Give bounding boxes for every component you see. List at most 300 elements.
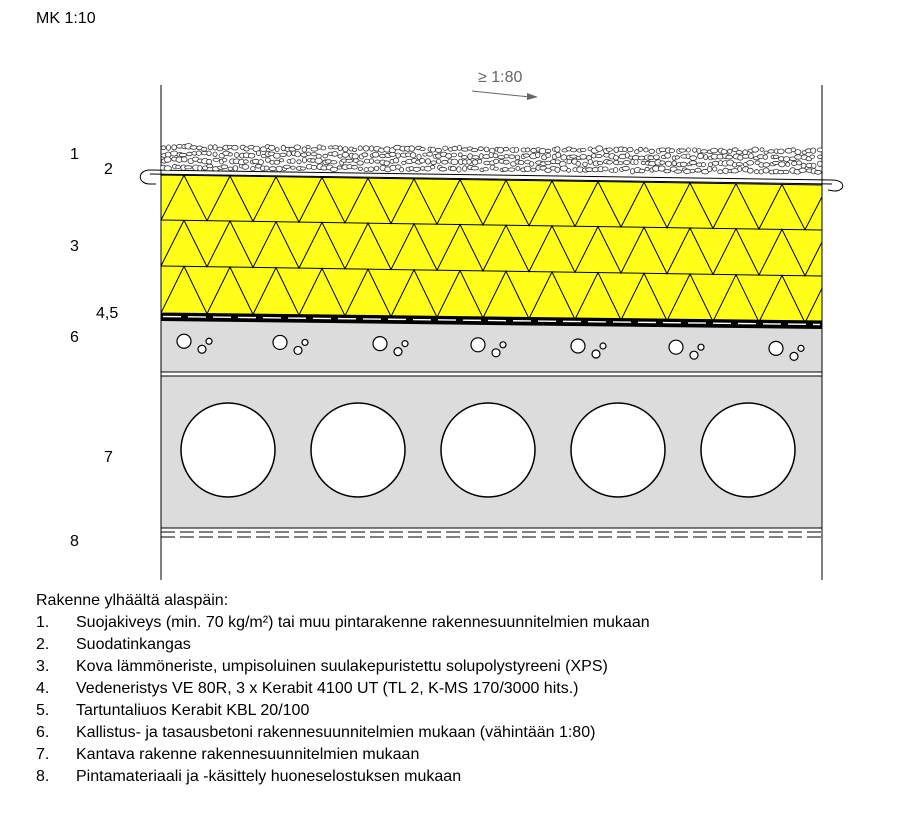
gravel-stone (588, 160, 592, 165)
gravel-stone (477, 159, 481, 163)
gravel-stone (164, 166, 171, 171)
aggregate-bubble (273, 335, 287, 349)
gravel-stone (726, 155, 733, 159)
gravel-stone (784, 157, 790, 162)
layer-number-8: 8 (70, 533, 79, 550)
gravel-stone (669, 149, 675, 153)
aggregate-bubble (592, 350, 600, 358)
gravel-stone (243, 160, 248, 163)
gravel-stone (561, 155, 567, 160)
gravel-stone (546, 153, 551, 157)
gravel-stone (623, 148, 627, 152)
gravel-stone (614, 168, 618, 173)
gravel-stone (258, 160, 263, 165)
gravel-stone (680, 162, 686, 166)
slope-label: ≥ 1:80 (478, 69, 523, 86)
gravel-stone (161, 146, 165, 150)
legend-item-text: Kallistus- ja tasausbetoni rakennesuunnitelmien mukaan (vähintään 1:80) (76, 724, 596, 741)
gravel-stone (396, 153, 400, 158)
gravel-stone (375, 160, 380, 163)
gravel-stone (431, 147, 436, 152)
gravel-stone (504, 154, 509, 158)
gravel-stone (179, 153, 187, 156)
gravel-stone (451, 159, 458, 165)
gravel-stone (389, 152, 396, 156)
gravel-stone (217, 147, 223, 151)
gravel-stone (497, 147, 503, 153)
gravel-stone (232, 145, 238, 150)
aggregate-bubble (600, 343, 606, 349)
gravel-stone (198, 165, 202, 170)
gravel-stone (689, 161, 696, 165)
gravel-stone (463, 166, 467, 171)
gravel-stone (494, 159, 499, 163)
gravel-stone (306, 145, 310, 148)
gravel-stone (810, 155, 815, 158)
gravel-stone (291, 166, 295, 169)
gravel-stone (338, 146, 342, 151)
gravel-stone (201, 147, 207, 151)
gravel-stone (686, 148, 690, 152)
gravel-stone (196, 151, 201, 155)
layer-number-4-5: 4,5 (96, 305, 119, 322)
gravel-stone (176, 165, 181, 168)
gravel-stone (374, 166, 378, 171)
legend-item-number: 7. (36, 746, 50, 763)
gravel-stone (817, 148, 822, 152)
gravel-stone (472, 156, 479, 159)
slope-arrow (472, 91, 530, 97)
legend-item-number: 4. (36, 680, 50, 697)
gravel-stone (555, 167, 560, 172)
gravel-stone (234, 152, 239, 157)
gravel-stone (451, 153, 456, 157)
gravel-stone (280, 159, 284, 162)
gravel-stone (228, 167, 233, 170)
gravel-stone (494, 167, 499, 170)
gravel-stone (223, 158, 227, 162)
gravel-stone (233, 166, 238, 171)
aggregate-bubble (294, 346, 302, 354)
gravel-stone (393, 158, 399, 163)
gravel-stone (294, 145, 301, 150)
gravel-stone (606, 148, 612, 151)
gravel-stone (436, 159, 440, 163)
gravel-stone (301, 167, 306, 170)
gravel-stone (645, 167, 649, 171)
gravel-stone (555, 147, 560, 153)
gravel-stone (273, 153, 280, 158)
gravel-stone (660, 161, 665, 164)
aggregate-bubble (198, 345, 206, 353)
gravel-stone (597, 161, 602, 164)
legend-item-number: 5. (36, 702, 50, 719)
aggregate-bubble (669, 340, 683, 354)
gravel-stone (736, 162, 742, 165)
legend-item-number: 6. (36, 724, 50, 741)
gravel-stone (576, 161, 580, 166)
gravel-stone (457, 145, 461, 150)
gravel-stone (707, 167, 712, 172)
aggregate-bubble (302, 339, 308, 345)
gravel-stone (166, 145, 170, 150)
gravel-stone (368, 167, 374, 172)
gravel-stone (634, 160, 638, 165)
gravel-stone (783, 170, 789, 173)
gravel-stone (516, 167, 520, 171)
aggregate-bubble (790, 352, 798, 360)
gravel-stone (221, 165, 228, 169)
gravel-stone (792, 161, 797, 165)
gravel-stone (297, 160, 301, 164)
gravel-stone (659, 148, 666, 152)
gravel-stone (503, 160, 509, 164)
gravel-stone (536, 152, 540, 157)
gravel-stone (653, 155, 659, 160)
gravel-stone (664, 170, 671, 173)
gravel-stone (410, 153, 416, 158)
gravel-stone (812, 163, 816, 168)
scale-label: MK 1:10 (36, 10, 96, 27)
gravel-stone (763, 163, 770, 167)
gravel-stone (607, 161, 613, 165)
legend-item-number: 8. (36, 768, 50, 785)
gravel-stone (567, 169, 571, 173)
gravel-stone (531, 168, 536, 172)
legend-item (36, 766, 650, 788)
gravel-stone (786, 162, 790, 166)
gravel-stone (426, 159, 431, 164)
slab-core (181, 403, 275, 497)
gravel-stone (264, 166, 269, 170)
legend-item-text: Pintamateriaali ja -käsittely huoneselostuksen mukaan (76, 768, 462, 785)
layer-number-7: 7 (104, 449, 113, 466)
gravel-stone (718, 170, 723, 174)
gravel-stone (529, 162, 533, 167)
gravel-stone (283, 165, 290, 168)
slab-core (571, 403, 665, 497)
gravel-stone (452, 146, 457, 150)
gravel-stone (306, 152, 310, 156)
gravel-stone (743, 150, 748, 155)
gravel-stone (430, 165, 434, 169)
gravel-stone (614, 156, 619, 161)
gravel-stone (801, 163, 806, 168)
legend-item (36, 656, 650, 678)
gravel-stone (768, 150, 774, 153)
gravel-stone (364, 159, 369, 163)
aggregate-bubble (402, 341, 408, 347)
gravel-stone (503, 147, 508, 151)
gravel-stone (333, 146, 338, 149)
gravel-stone (484, 147, 489, 152)
gravel-stone (275, 148, 279, 152)
gravel-stone (295, 152, 301, 157)
gravel-stone (420, 159, 425, 163)
gravel-stone (431, 161, 436, 165)
gravel-stone (712, 161, 718, 165)
gravel-stone (439, 167, 447, 171)
gravel-stone (330, 167, 337, 172)
gravel-stone (818, 161, 822, 166)
gravel-stone (471, 166, 479, 170)
gravel-stone (693, 148, 697, 152)
gravel-stone (797, 161, 802, 165)
gravel-stone (747, 161, 754, 166)
aggregate-bubble (373, 337, 387, 351)
gravel-stone (749, 154, 754, 159)
gravel-stone (622, 166, 629, 170)
gravel-stone (596, 146, 603, 152)
gravel-stone (747, 168, 753, 173)
gravel-stone (704, 155, 708, 160)
gravel-stone (321, 146, 326, 150)
gravel-stone (213, 145, 217, 150)
gravel-stone (690, 169, 695, 172)
layer-number-3: 3 (70, 238, 79, 255)
gravel-stone (287, 151, 291, 156)
legend-title: Rakenne ylhäältä alaspäin: (36, 592, 229, 609)
gravel-stone (638, 156, 645, 160)
gravel-stone (665, 161, 671, 166)
gravel-stone (583, 162, 588, 167)
gravel-stone (603, 167, 608, 171)
gravel-stone (649, 149, 655, 153)
gravel-stone (701, 150, 708, 153)
gravel-stone (331, 161, 337, 164)
gravel-stone (207, 159, 212, 164)
gravel-stone (524, 166, 531, 171)
gravel-stone (182, 157, 188, 162)
gravel-stone (478, 147, 483, 151)
legend-item-number: 3. (36, 658, 50, 675)
legend-item-number: 1. (36, 614, 50, 631)
gravel-stone (358, 167, 362, 170)
gravel-stone (290, 159, 295, 164)
gravel-stone (363, 146, 369, 151)
gravel-stone (493, 154, 498, 158)
gravel-stone (213, 158, 220, 161)
aggregate-bubble (690, 351, 698, 359)
gravel-stone (526, 148, 530, 152)
gravel-stone (435, 148, 441, 152)
gravel-stone (187, 152, 192, 156)
gravel-stone (665, 153, 671, 158)
gravel-stone (571, 148, 577, 152)
layer-number-1: 1 (70, 146, 79, 163)
gravel-stone (409, 146, 415, 152)
legend-item-text: Vedeneristys VE 80R, 3 x Kerabit 4100 UT (TL 2, K-MS 170/3000 hits.) (76, 680, 579, 697)
gravel-stone (811, 148, 816, 153)
aggregate-bubble (769, 341, 783, 355)
gravel-stone (358, 146, 362, 151)
aggregate-bubble (177, 334, 191, 348)
gravel-stone (332, 152, 338, 157)
gravel-stone (580, 148, 586, 151)
gravel-stone (372, 152, 378, 157)
gravel-stone (353, 148, 357, 151)
gravel-stone (280, 153, 286, 156)
aggregate-bubble (798, 345, 804, 351)
gravel-stone (342, 152, 349, 157)
gravel-stone (778, 149, 785, 154)
slab-core (311, 403, 405, 497)
gravel-stone (207, 151, 211, 156)
aggregate-bubble (206, 338, 212, 344)
slab-core (701, 403, 795, 497)
gravel-stone (413, 167, 420, 171)
legend-item-text: Kova lämmöneriste, umpisoluinen suulakepuristettu solupolystyreeni (XPS) (76, 658, 608, 675)
gravel-stone (384, 161, 389, 166)
gravel-stone (738, 167, 742, 172)
gravel-stone (256, 151, 260, 156)
gravel-stone (675, 156, 679, 159)
gravel-stone (242, 165, 249, 170)
gravel-stone (352, 165, 358, 169)
aggregate-bubble (500, 342, 506, 348)
gravel-stone (274, 160, 280, 164)
gravel-stone (679, 149, 686, 152)
gravel-stone (697, 148, 701, 153)
aggregate-bubble (698, 344, 704, 350)
gravel-stone (462, 155, 468, 159)
gravel-stone (208, 145, 213, 150)
aggregate-bubble (492, 349, 500, 357)
gravel-stone (514, 147, 518, 152)
gravel-stone (580, 154, 587, 159)
gravel-stone (764, 151, 768, 154)
gravel-stone (623, 161, 630, 165)
legend-item-text: Tartuntaliuos Kerabit KBL 20/100 (76, 702, 310, 719)
legend-item (36, 612, 650, 634)
gravel-stone (471, 149, 478, 152)
gravel-stone (779, 162, 786, 167)
gravel-stone (760, 148, 764, 152)
gravel-stone (674, 170, 681, 173)
gravel-stone (248, 153, 255, 158)
gravel-stone (442, 160, 448, 164)
gravel-stone (450, 166, 456, 170)
layer-number-2: 2 (104, 161, 113, 178)
aggregate-bubble (394, 348, 402, 356)
legend-item (36, 678, 650, 700)
gravel-stone (343, 147, 348, 152)
gravel-stone (701, 162, 705, 166)
legend-item (36, 722, 650, 744)
gravel-stone (213, 152, 217, 157)
gravel-stone (265, 158, 270, 163)
slope-arrowhead (527, 93, 538, 100)
aggregate-bubble (571, 339, 585, 353)
gravel-stone (515, 155, 519, 160)
gravel-stone (754, 170, 759, 174)
gravel-stone (315, 158, 322, 163)
gravel-stone (818, 155, 822, 159)
gravel-stone (164, 157, 171, 162)
aggregate-bubble (471, 338, 485, 352)
gravel-stone (420, 148, 425, 151)
gravel-stone (228, 153, 232, 156)
fabric-hook-left (140, 170, 156, 184)
gravel-stone (337, 166, 341, 169)
gravel-stone (799, 168, 806, 172)
gravel-stone (763, 155, 768, 159)
gravel-stone (545, 149, 551, 152)
gravel-stone (172, 145, 177, 150)
gravel-stone (251, 167, 256, 171)
gravel-stone (509, 155, 515, 159)
gravel-stone (672, 161, 676, 166)
gravel-stone (357, 161, 364, 165)
gravel-stone (508, 168, 515, 171)
gravel-stone (369, 146, 373, 151)
gravel-stone (346, 159, 353, 162)
legend-item-text: Kantava rakenne rakennesuunnitelmien mukaan (76, 746, 420, 763)
legend-item (36, 700, 650, 722)
fabric-hook-right (828, 180, 843, 191)
gravel-stone (567, 159, 572, 164)
layer-number-6: 6 (70, 329, 79, 346)
gravel-stone (427, 152, 433, 156)
legend-item-text: Suodatinkangas (76, 636, 191, 653)
gravel-stone (323, 154, 328, 158)
gravel-stone (269, 167, 276, 171)
gravel-stone (711, 148, 718, 153)
legend-item (36, 634, 650, 656)
legend-item (36, 744, 650, 766)
gravel-stone (698, 153, 704, 158)
gravel-stone (400, 168, 404, 172)
gravel-stone (795, 150, 801, 155)
gravel-stone (467, 160, 472, 165)
gravel-stone (369, 159, 373, 164)
gravel-stone (276, 166, 282, 171)
gravel-stone (443, 146, 448, 150)
legend-item-text: Suojakiveys (min. 70 kg/m²) tai muu pintarakenne rakennesuunnitelmien mukaan (76, 614, 650, 631)
gravel-stone (618, 162, 623, 165)
gravel-stone (483, 168, 488, 171)
gravel-stone (269, 145, 275, 150)
gravel-stone (311, 165, 316, 169)
legend-item-number: 2. (36, 636, 50, 653)
gravel-stone (502, 168, 508, 172)
gravel-stone (752, 147, 759, 152)
gravel-stone (639, 169, 645, 173)
gravel-stone (773, 155, 778, 158)
gravel-stone (523, 154, 529, 157)
gravel-layer (160, 144, 822, 175)
gravel-stone (596, 155, 603, 158)
gravel-stone (457, 167, 461, 172)
gravel-stone (627, 147, 633, 151)
slab-core (441, 403, 535, 497)
gravel-stone (713, 167, 717, 171)
gravel-stone (695, 168, 701, 172)
gravel-stone (763, 168, 769, 173)
gravel-stone (556, 152, 561, 157)
gravel-stone (728, 149, 732, 153)
gravel-stone (815, 170, 822, 174)
gravel-stone (185, 166, 192, 169)
gravel-stone (638, 147, 643, 151)
gravel-stone (362, 153, 368, 157)
gravel-stone (644, 148, 648, 152)
gravel-stone (207, 164, 213, 168)
gravel-stone (302, 157, 306, 162)
gravel-stone (518, 161, 524, 165)
legend (36, 590, 650, 788)
gravel-stone (690, 156, 697, 161)
